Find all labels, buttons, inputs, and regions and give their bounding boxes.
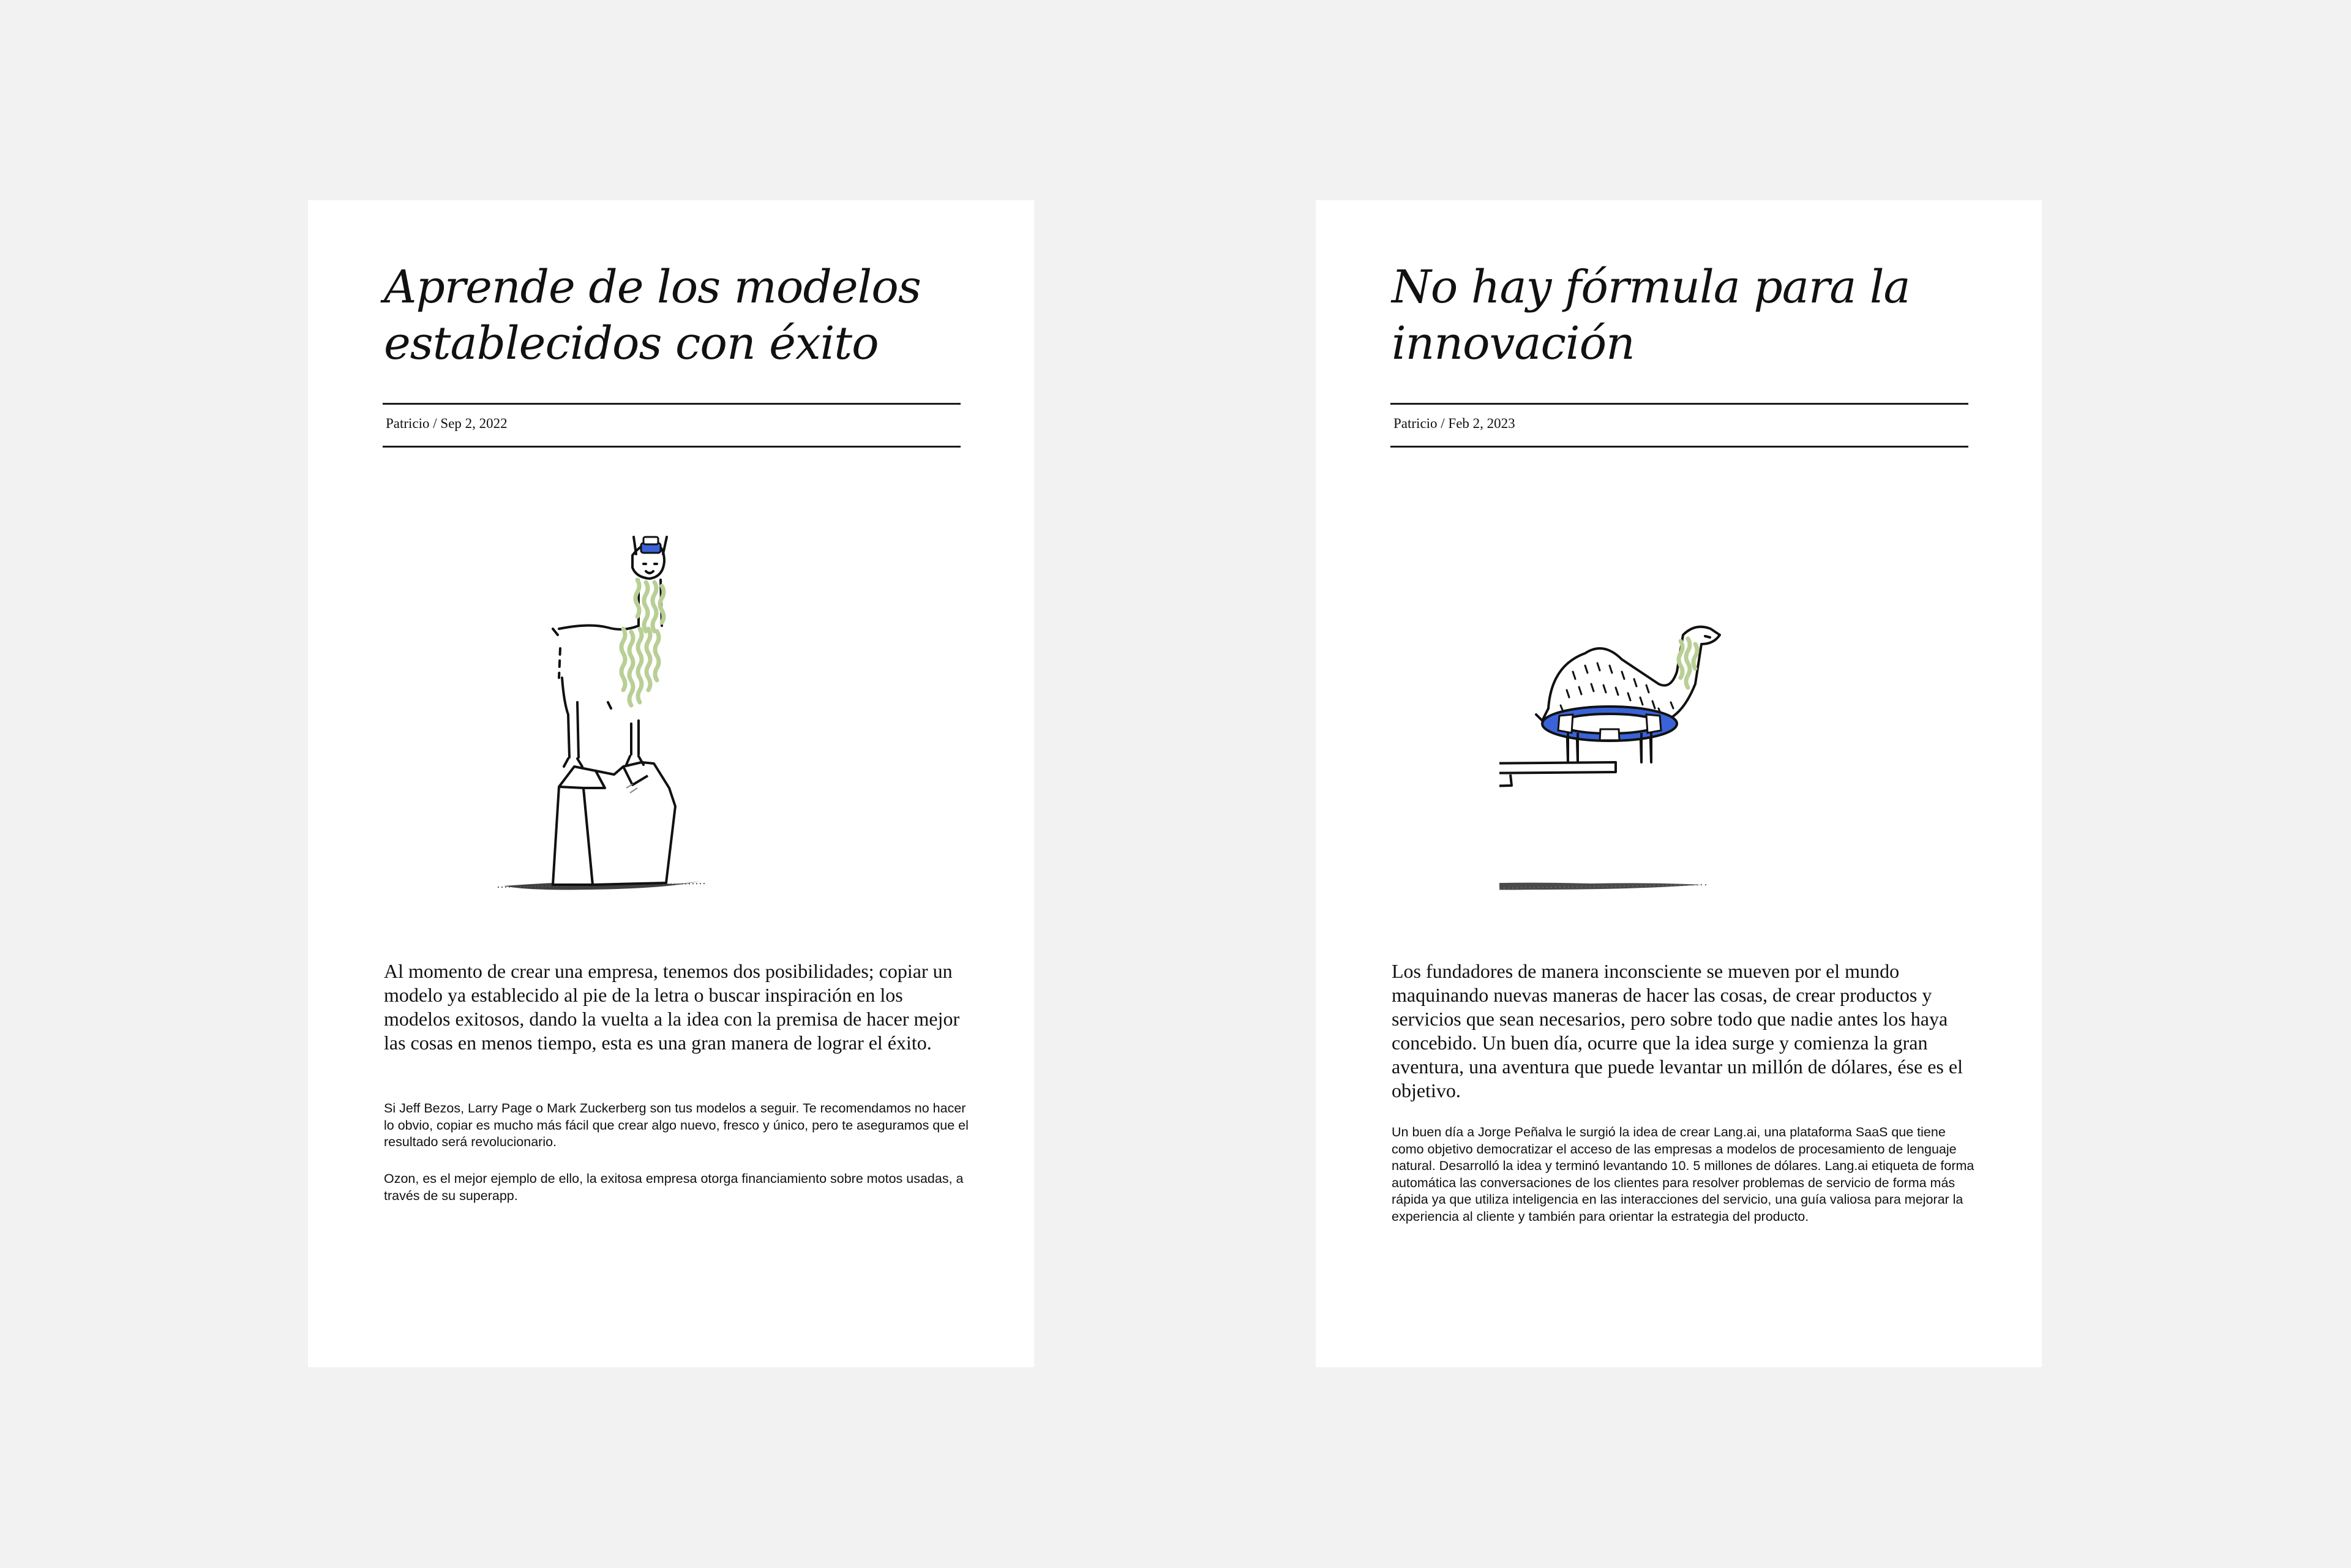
article-body-paragraph: Un buen día a Jorge Peñalva le surgió la idea de crear Lang.ai, una plataforma SaaS que tiene como objetivo democratizar el acceso de las empresas a modelos de procesamiento de lenguaje natural. Desarrolló la idea y terminó levantando 10. 5 millones de dólares. Lang.ai etiqueta de forma automática las conversaciones de los clientes para resolver problemas de servicio de forma más rápida ya que utiliza inteligencia en las interacciones del servicio, una guía valiosa para mejorar la experiencia al cliente y también para orientar la estrategia del producto. bbox=[1392, 1125, 1974, 1224]
divider-top bbox=[1390, 403, 1968, 405]
article-card-left bbox=[308, 200, 1034, 1367]
llama-on-rocks-icon bbox=[492, 519, 859, 910]
article-title bbox=[1392, 259, 2004, 372]
article-body-paragraph: Si Jeff Bezos, Larry Page o Mark Zuckerberg son tus modelos a seguir. Te recomendamos no hacer lo obvio, copiar es mucho más fácil que crear algo nuevo, fresco y único, pero te aseguramos que el resultado será revolucionario. bbox=[384, 1101, 969, 1149]
article-lead: Los fundadores de manera inconsciente se mueven por el mundo maquinando nuevas maneras de hacer las cosas, de crear productos y servicios que sean necesarios, pero sobre todo que nadie antes los haya concebido. Un buen día, ocurre que la idea surge y comienza la gran aventura, una aventura que puede levantar un millón de dólares, ése es el objetivo. bbox=[1392, 960, 1963, 1101]
camel-on-diving-board-icon bbox=[1499, 519, 1867, 910]
title-line-1: No hay fórmula para la bbox=[1392, 261, 1910, 313]
title-line-2: innovación bbox=[1392, 317, 1635, 370]
article-title bbox=[384, 259, 996, 372]
divider-bottom bbox=[383, 446, 961, 448]
article-meta: Patricio / Sep 2, 2022 bbox=[386, 416, 508, 431]
title-line-2: establecidos con éxito bbox=[384, 317, 879, 370]
article-lead: Al momento de crear una empresa, tenemos dos posibilidades; copiar un modelo ya establecido al pie de la letra o buscar inspiración en los modelos exitosos, dando la vuelta a la idea con la premisa de hacer mejor las cosas en menos tiempo, esta es una gran manera de lograr el éxito. bbox=[384, 960, 960, 1054]
title-line-1: Aprende de los modelos bbox=[384, 261, 921, 313]
article-body-paragraph: Ozon, es el mejor ejemplo de ello, la exitosa empresa otorga financiamiento sobre motos usadas, a través de su superapp. bbox=[384, 1171, 964, 1203]
divider-top bbox=[383, 403, 961, 405]
article-meta: Patricio / Feb 2, 2023 bbox=[1393, 416, 1515, 431]
article-card-right bbox=[1316, 200, 2042, 1367]
divider-bottom bbox=[1390, 446, 1968, 448]
